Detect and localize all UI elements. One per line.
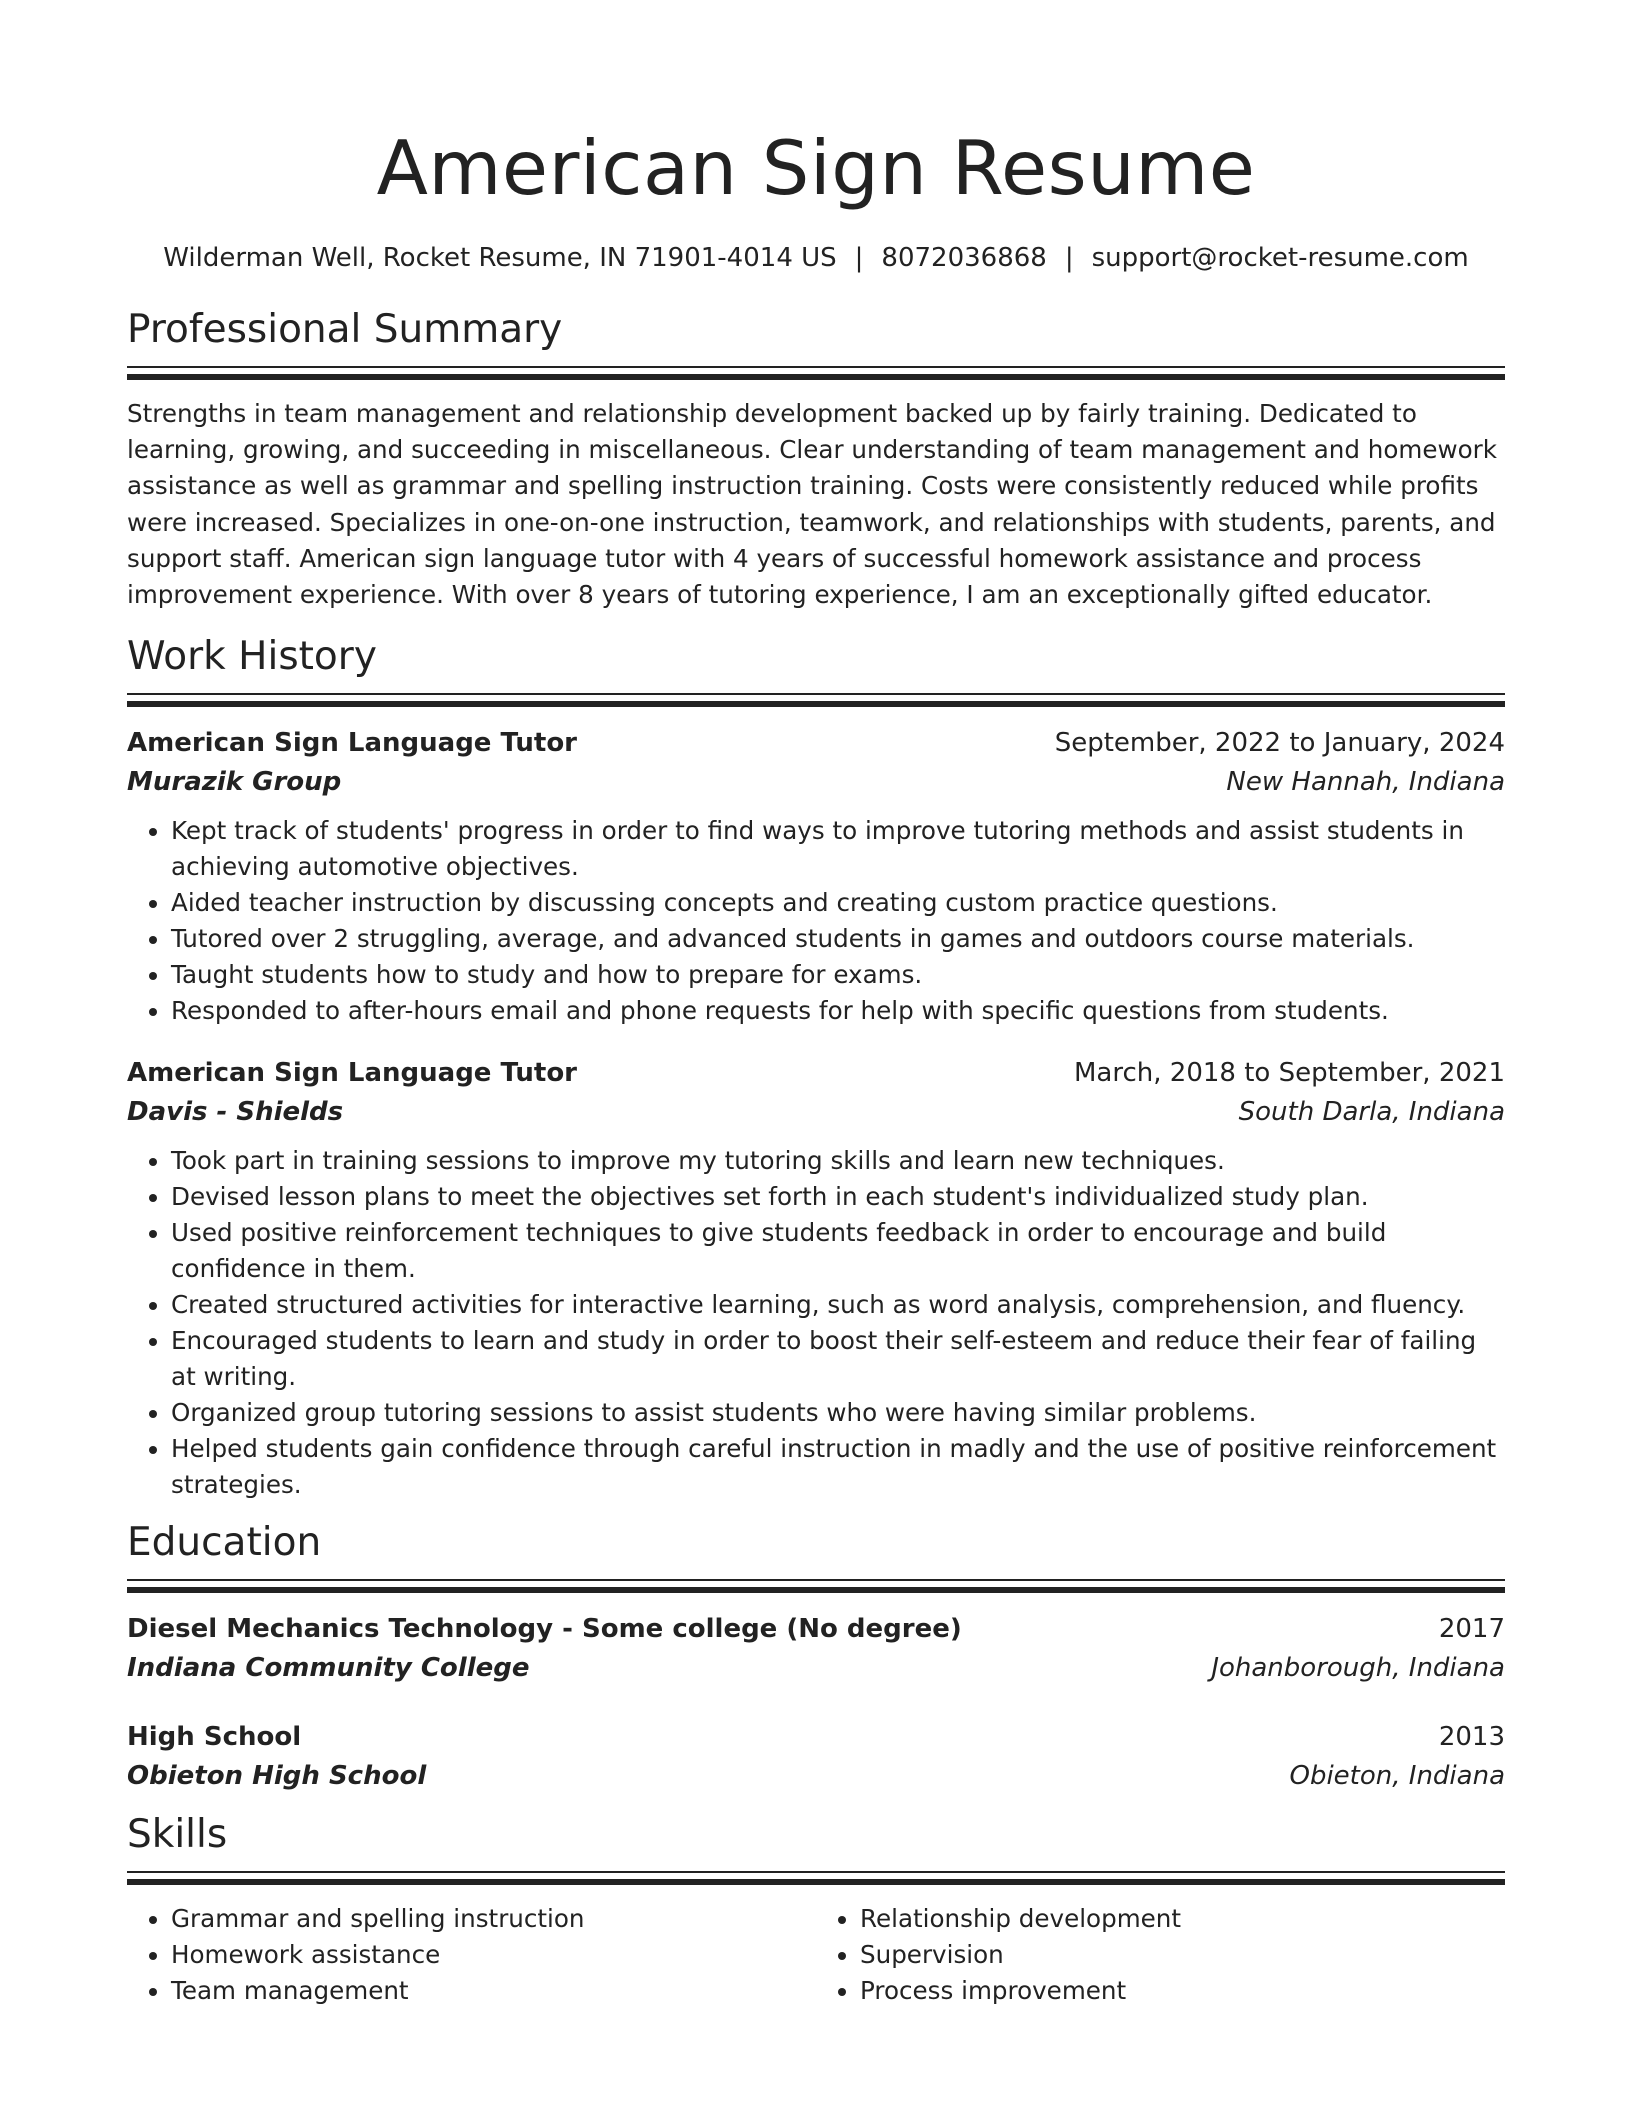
job-company: Murazik Group — [127, 767, 342, 798]
education-school: Obieton High School — [127, 1761, 427, 1792]
contact-separator: | — [854, 243, 864, 273]
education-degree: High School — [127, 1722, 302, 1753]
job-dates: March, 2018 to September, 2021 — [1074, 1058, 1505, 1089]
contact-phone: 8072036868 — [881, 243, 1047, 273]
education-entry — [127, 1717, 1505, 1795]
skills-list-left — [127, 1901, 816, 2009]
job-bullet: • Responded to after-hours email and phone requests for help with specific questions from students. — [171, 993, 1505, 1029]
section-title-skills: Skills — [127, 1812, 228, 1858]
job-dates: September, 2022 to January, 2024 — [1054, 728, 1505, 759]
job-bullet: • Taught students how to study and how to prepare for exams. — [171, 957, 1505, 993]
job-bullet: • Used positive reinforcement techniques to give students feedback in order to encourage and build confidence in them. — [171, 1215, 1505, 1287]
skill-item: • Homework assistance — [171, 1937, 816, 1973]
section-divider — [127, 1871, 1505, 1885]
job-bullet: • Encouraged students to learn and study in order to boost their self-esteem and reduce their fear of failing at writing. — [171, 1323, 1505, 1395]
job-location: New Hannah, Indiana — [1226, 767, 1505, 798]
education-degree: Diesel Mechanics Technology - Some college (No degree) — [127, 1614, 962, 1645]
job-company: Davis - Shields — [127, 1097, 344, 1128]
skill-item: • Relationship development — [860, 1901, 1505, 1937]
resume-name: American Sign Resume — [376, 124, 1256, 212]
education-year: 2013 — [1438, 1722, 1505, 1753]
job-bullet: • Helped students gain confidence through careful instruction in madly and the use of positive reinforcement strategies. — [171, 1431, 1505, 1503]
job-entry — [127, 1053, 1505, 1503]
contact-email: support@rocket-resume.com — [1091, 243, 1469, 273]
skill-item: • Grammar and spelling instruction — [171, 1901, 816, 1937]
education-location: Obieton, Indiana — [1289, 1761, 1505, 1792]
job-entry — [127, 723, 1505, 1029]
skill-item: • Supervision — [860, 1937, 1505, 1973]
education-school: Indiana Community College — [127, 1653, 530, 1684]
education-year: 2017 — [1438, 1614, 1505, 1645]
section-divider — [127, 1579, 1505, 1593]
skills-section — [127, 1811, 1505, 2009]
skills-columns — [127, 1901, 1505, 2009]
job-bullet: • Tutored over 2 struggling, average, and advanced students in games and outdoors course materials. — [171, 921, 1505, 957]
job-title: American Sign Language Tutor — [127, 1058, 577, 1089]
section-divider — [127, 366, 1505, 380]
job-location: South Darla, Indiana — [1238, 1097, 1505, 1128]
contact-separator: | — [1064, 243, 1074, 273]
job-bullet: • Kept track of students' progress in order to find ways to improve tutoring methods and assist students in achieving automotive objectives. — [171, 813, 1505, 885]
skills-list-right — [816, 1901, 1505, 2009]
skill-item: • Process improvement — [860, 1973, 1505, 2009]
section-divider — [127, 693, 1505, 707]
job-bullet-list — [127, 1143, 1505, 1503]
job-bullet: • Created structured activities for interactive learning, such as word analysis, comprehension, and fluency. — [171, 1287, 1505, 1323]
skill-item: • Team management — [171, 1973, 816, 2009]
job-title: American Sign Language Tutor — [127, 728, 577, 759]
section-title-work-history: Work History — [127, 634, 377, 680]
work-history-section — [127, 633, 1505, 1503]
job-bullet-list — [127, 813, 1505, 1029]
job-bullet: • Organized group tutoring sessions to assist students who were having similar problems. — [171, 1395, 1505, 1431]
contact-address: Wilderman Well, Rocket Resume, IN 71901-4014 US — [163, 243, 837, 273]
job-bullet: • Took part in training sessions to improve my tutoring skills and learn new techniques. — [171, 1143, 1505, 1179]
education-entry — [127, 1609, 1505, 1687]
summary-text: Strengths in team management and relationship development backed up by fairly training. Dedicated to learning, growing, and succeeding in miscellaneous. Clear understanding of team management and homework assistance as well as grammar and spelling instruction training. Costs were consistently reduced while profits were increased. Specializes in one-on-one instruction, teamwork, and relationships with students, parents, and support staff. American sign language tutor with 4 years of successful homework assistance and process improvement experience. With over 8 years of tutoring experience, I am an exceptionally gifted educator. — [127, 399, 1498, 610]
education-section — [127, 1519, 1505, 1795]
job-bullet: • Aided teacher instruction by discussing concepts and creating custom practice questions. — [171, 885, 1505, 921]
summary-section — [127, 306, 1505, 613]
section-title-summary: Professional Summary — [127, 307, 563, 352]
section-title-education: Education — [127, 1520, 322, 1566]
contact-line — [127, 240, 1505, 276]
job-bullet: • Devised lesson plans to meet the objectives set forth in each student's individualized study plan. — [171, 1179, 1505, 1215]
education-location: Johanborough, Indiana — [1211, 1653, 1505, 1684]
